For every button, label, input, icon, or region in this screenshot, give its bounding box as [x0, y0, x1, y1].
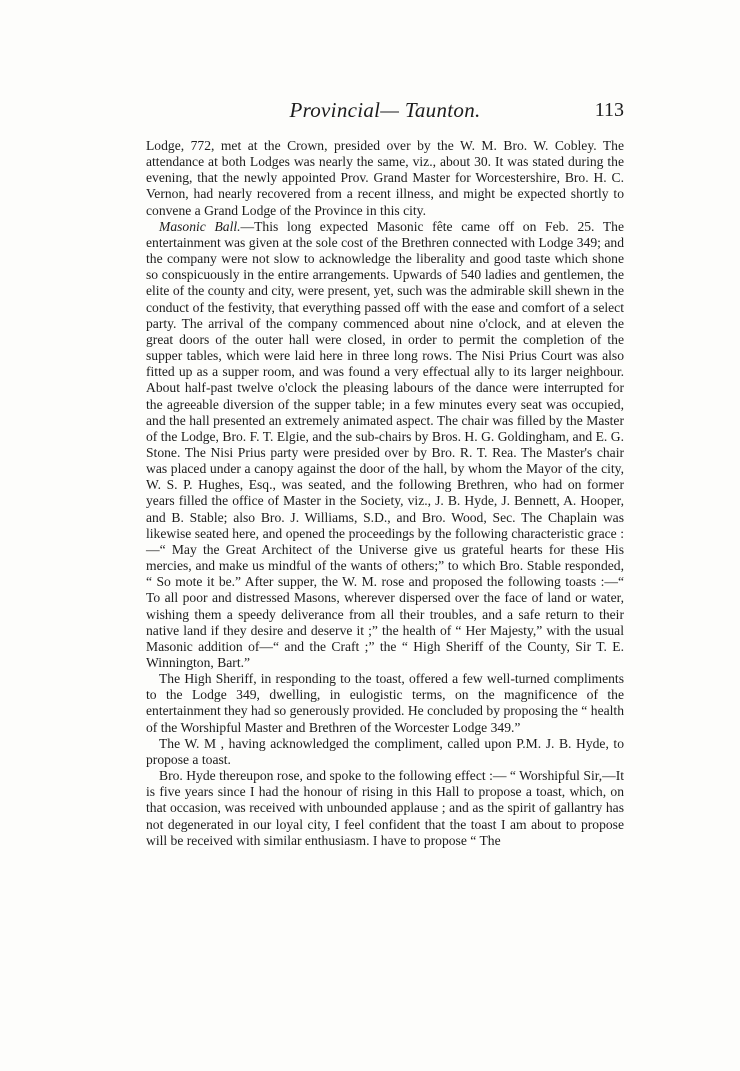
section-lead-masonic-ball: Masonic Ball. — [159, 218, 241, 234]
page-header — [146, 96, 624, 124]
paragraph-5: Bro. Hyde thereupon rose, and spoke to the following effect :— “ Worshipful Sir,—It is five years since I had the honour of rising in this Hall to propose a toast, which, on that occasion, was received with unbounded applause ; and as the spirit of gallantry has not degenerated in our loyal city, I feel confident that the toast I am about to propose will be received with similar enthusiasm. I have to propose “ The — [146, 768, 624, 848]
body-text — [146, 138, 624, 849]
paragraph-masonic-ball — [146, 219, 624, 671]
paragraph-3: The High Sheriff, in responding to the toast, offered a few well-turned compliments to the Lodge 349, dwelling, in eulogistic terms, on the magnificence of the entertainment they had so generously provided. He concluded by proposing the “ health of the Worshipful Master and Brethren of the Worcester Lodge 349.” — [146, 671, 624, 735]
paragraph-4: The W. M , having acknowledged the compliment, called upon P.M. J. B. Hyde, to propose a toast. — [146, 735, 624, 767]
paragraph-1: Lodge, 772, met at the Crown, presided over by the W. M. Bro. W. Cobley. The attendance at both Lodges was nearly the same, viz., about 30. It was stated during the evening, that the newly appointed Prov. Grand Master for Worcestershire, Bro. H. C. Vernon, had nearly recovered from a recent illness, and might be expected shortly to convene a Grand Lodge of the Province in this city. — [146, 138, 624, 218]
paragraph-2-text: —This long expected Masonic fête came off on Feb. 25. The entertainment was given at the sole cost of the Brethren connected with Lodge 349; and the company were not slow to acknowledge the liberality and good taste which shone so conspicuously in the entire arrangements. Upwards of 540 ladies and gentlemen, the elite of the county and city, were present, yet, such was the admirable skill shewn in the conduct of the festivity, that everything passed off with the ease and comfort of a select party. The arrival of the company commenced about nine o'clock, and at eleven the great doors of the outer hall were closed, in order to permit the completion of the supper tables, which were laid here in three long rows. The Nisi Prius Court was also fitted up as a supper room, and was found a very effectual ally to its larger neighbour. About half-past twelve o'clock the pleasing labours of the dance were interrupted for the agreeable diversion of the supper table; in a few minutes every seat was occupied, and the hall presented an extremely animated aspect. The chair was filled by the Master of the Lodge, Bro. F. T. Elgie, and the sub-chairs by Bros. H. G. Goldingham, and E. G. Stone. The Nisi Prius party were presided over by Bro. R. T. Rea. The Master's chair was placed under a canopy against the door of the hall, by whom the Mayor of the city, W. S. P. Hughes, Esq., was seated, and the following Brethren, who had on former years filled the office of Master in the Society, viz., J. B. Hyde, J. Bennett, A. Hooper, and B. Stable; also Bro. J. Williams, S.D., and Bro. Wood, Sec. The Chaplain was likewise seated here, and opened the proceedings by the following characteristic grace :—“ May the Great Architect of the Universe give us grateful hearts for these His mercies, and make us mindful of the wants of others;” to which Bro. Stable responded, “ So mote it be.” After supper, the W. M. rose and proposed the following toasts :—“ To all poor and distressed Masons, wherever dispersed over the face of land or water, wishing them a speedy deliverance from all their troubles, and a safe return to their native land if they desire and deserve it ;” the health of “ Her Majesty,” with the usual Masonic addition of—“ and the Craft ;” the “ High Sheriff of the County, Sir T. E. Winnington, Bart.” — [146, 218, 624, 670]
page-number: 113 — [594, 99, 624, 121]
running-head: Provincial— Taunton. — [289, 98, 481, 122]
